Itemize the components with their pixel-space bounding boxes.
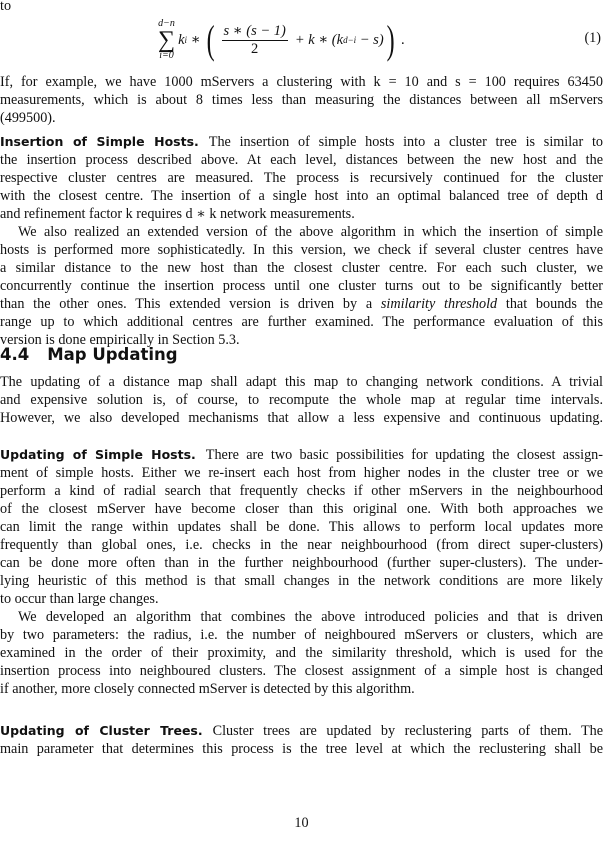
section-heading: 4.4 Map Updating	[0, 345, 178, 364]
paragraph-map-updating: The updating of a distance map shall adapt this map to changing network conditions. A trivial and expensive solution is, of course, to recompute the whole map at regular time intervals. However, we also developed mechanisms that allow a less expensive and continuous updating.	[0, 374, 603, 426]
equation-1: d−n ∑ i=0 k i ∗ ( $\frac{s ∗ (s - 1)}{2}$ + k ∗ (k d−i − s) ) . (1)	[158, 17, 601, 62]
equation-number: (1)	[584, 30, 601, 46]
run-in-heading: Updating of Cluster Trees.	[0, 723, 203, 738]
paragraph-updating-hosts: Updating of Simple Hosts. There are two basic possibilities for updating the closest assign- ment of simple hosts. Either we re-insert each host from higher nodes in the cluster tree or we perform a kind of radial search that frequently checks if other mServers in the neighbourhood of the closest mServer have become closer than this original one. With both approaches we can limit the range within updates shall be done. This allows to perform local updates more frequently than global ones, i.e. checks in the near neighbourhood (from direct super-clusters) can be done more often than in the further neighbourhood (further super-clusters). The under- lying heuristic of this method is that small changes in the network conditions are more likely to occur than large changes. We developed an algorithm that combines the above introduced policies and that is driven by two parameters: the radius, i.e. the number of neighboured mServers or clusters, which are examined in the order of their proximity, and the similarity threshold, which is used for the insertion process into neighboured clusters. The closest assignment of a simple host is changed if another, more closely connected mServer is detected by this algorithm.	[0, 447, 603, 697]
run-in-heading: Insertion of Simple Hosts.	[0, 134, 199, 149]
run-in-heading: Updating of Simple Hosts.	[0, 447, 196, 462]
paragraph-example: If, for example, we have 1000 mServers a clustering with k = 10 and s = 100 requires 63450 measurements, which is about 8 times less than measuring the distances between all mServers (499500).	[0, 74, 603, 126]
fraction: $\frac{s ∗ (s - 1)}{2}$	[223, 22, 286, 57]
page-number: 10	[294, 815, 309, 831]
paragraph-updating-trees: Updating of Cluster Trees. Cluster trees are updated by reclustering parts of them. The main parameter that determines this process is the tree level at which the reclustering shall be	[0, 723, 603, 757]
paragraph-insertion: Insertion of Simple Hosts. The insertion of simple hosts into a cluster tree is similar to the insertion process described above. At each level, distances between the new host and the respective cluster centres are measured. The process is recursively continued for the cluster with the closest centre. The insertion of a single host into an optimal balanced tree of depth d and refinement factor k requires d ∗ k network measurements. We also realized an extended version of the above algorithm in which the insertion of simple hosts is performed more sophisticatedly. In this version, we check if several cluster centres have a similar distance to the new host than the closest cluster centre. For each such cluster, we concurrently continue the insertion process until one cluster turns out to be significantly better than the other ones. This extended version is driven by a similarity threshold that bounds the range up to which additional centres are further examined. The performance evaluation of this version is done empirically in Section 5.3.	[0, 134, 603, 348]
sum-symbol: d−n ∑ i=0	[158, 18, 176, 61]
intro-text: to	[0, 0, 12, 14]
